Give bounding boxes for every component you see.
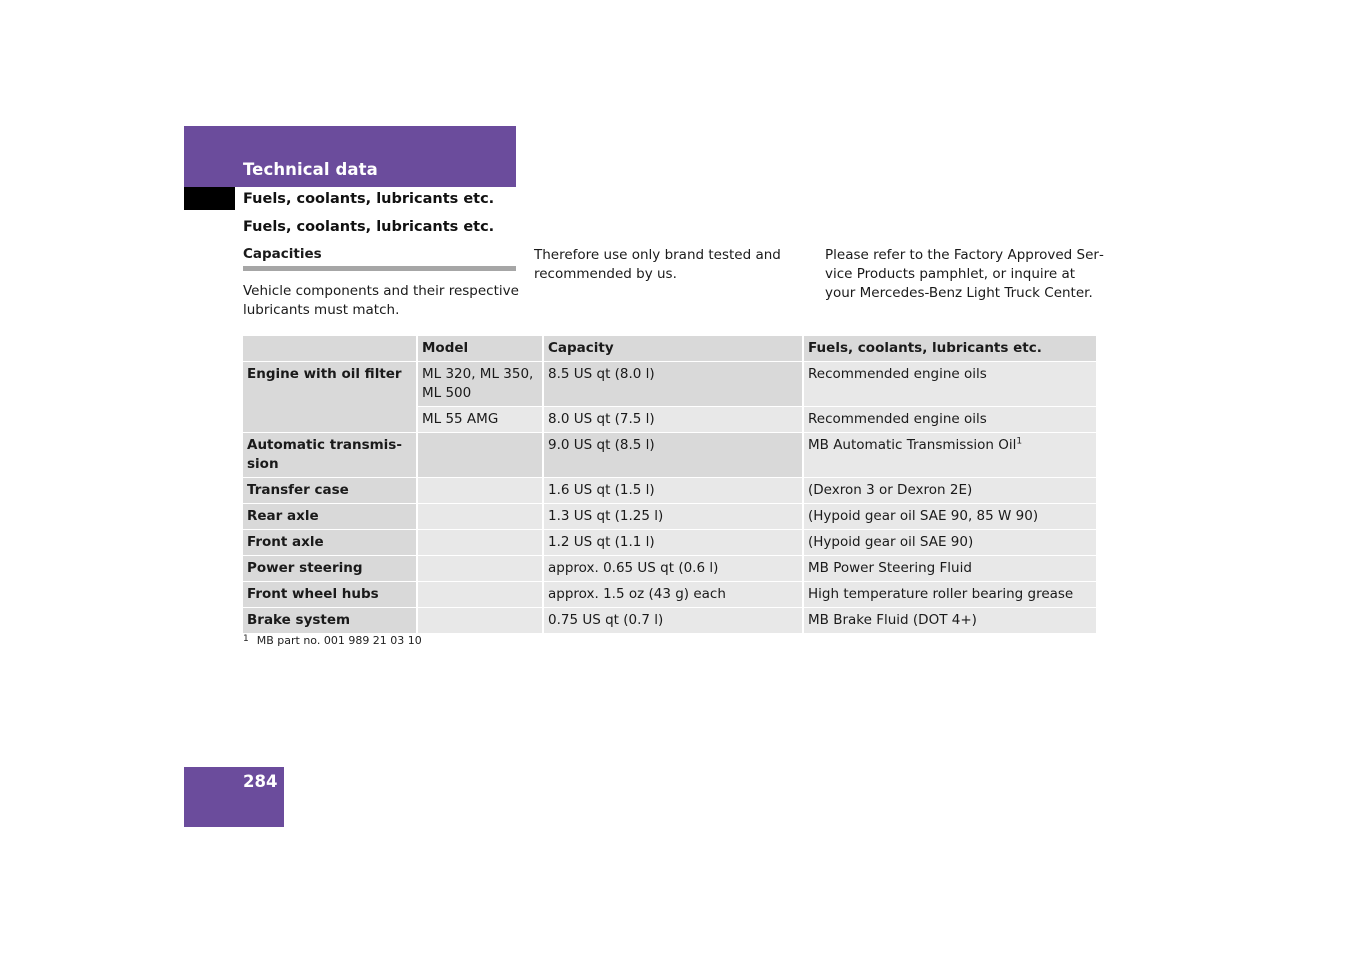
fluid-cell [803, 433, 1096, 478]
column-header-capacity: Capacity [543, 336, 803, 362]
component-cell: Front wheel hubs [243, 582, 417, 608]
fluid-cell: MB Brake Fluid (DOT 4+) [803, 608, 1096, 634]
capacities-heading: Capacities [243, 246, 322, 262]
model-cell: ML 55 AMG [417, 407, 543, 433]
column-header-component [243, 336, 417, 362]
table-row [243, 608, 1096, 634]
model-cell [417, 478, 543, 504]
footnote-text: MB part no. 001 989 21 03 10 [256, 634, 422, 647]
capacity-cell: approx. 0.65 US qt (0.6 l) [543, 556, 803, 582]
component-cell: Automatic transmission [243, 433, 417, 478]
fluid-cell: High temperature roller bearing grease [803, 582, 1096, 608]
fluid-cell: Recommended engine oils [803, 407, 1096, 433]
fluid-cell: (Dexron 3 or Dexron 2E) [803, 478, 1096, 504]
section-title: Fuels, coolants, lubricants etc. [243, 219, 495, 235]
page-header-title: Technical data [243, 160, 378, 179]
model-cell: ML 320, ML 350, ML 500 [417, 362, 543, 407]
fluid-cell: MB Power Steering Fluid [803, 556, 1096, 582]
column-header-model: Model [417, 336, 543, 362]
table-row [243, 478, 1096, 504]
model-cell [417, 608, 543, 634]
capacity-cell: 0.75 US qt (0.7 l) [543, 608, 803, 634]
capacity-cell: 1.6 US qt (1.5 l) [543, 478, 803, 504]
component-cell: Power steering [243, 556, 417, 582]
footnote-mark: 1 [243, 634, 249, 644]
table-row [243, 362, 1096, 407]
component-cell: Engine with oil filter [243, 362, 417, 433]
capacity-cell: 1.2 US qt (1.1 l) [543, 530, 803, 556]
component-cell: Front axle [243, 530, 417, 556]
footnote [243, 634, 422, 647]
fluid-cell: Recommended engine oils [803, 362, 1096, 407]
model-cell [417, 556, 543, 582]
capacity-cell: 8.0 US qt (7.5 l) [543, 407, 803, 433]
capacity-cell: 1.3 US qt (1.25 l) [543, 504, 803, 530]
intro-paragraph-3: Please refer to the Factory Approved Service Products pamphlet, or inquire at your Mercedes-Benz Light Truck Center. [825, 247, 1104, 301]
model-cell [417, 433, 543, 478]
table-row [243, 433, 1096, 478]
model-cell [417, 582, 543, 608]
capacities-table [243, 336, 1096, 634]
column-header-fluid: Fuels, coolants, lubricants etc. [803, 336, 1096, 362]
model-cell [417, 504, 543, 530]
page-number: 284 [243, 772, 278, 791]
component-cell: Transfer case [243, 478, 417, 504]
section-marker [184, 187, 235, 210]
capacity-cell: 9.0 US qt (8.5 l) [543, 433, 803, 478]
table-header-row [243, 336, 1096, 362]
table-row [243, 556, 1096, 582]
table-row [243, 582, 1096, 608]
footnote-reference: 1 [1016, 436, 1023, 447]
intro-paragraph-2: Therefore use only brand tested and recommended by us. [534, 247, 781, 282]
capacity-cell: 8.5 US qt (8.0 l) [543, 362, 803, 407]
fluid-text: MB Automatic Transmission Oil [808, 437, 1017, 453]
table-row [243, 504, 1096, 530]
page-subheader: Fuels, coolants, lubricants etc. [243, 191, 495, 207]
model-cell [417, 530, 543, 556]
fluid-cell: (Hypoid gear oil SAE 90) [803, 530, 1096, 556]
intro-paragraph-1: Vehicle components and their respective lubricants must match. [243, 283, 519, 318]
component-cell: Brake system [243, 608, 417, 634]
component-cell: Rear axle [243, 504, 417, 530]
capacity-cell: approx. 1.5 oz (43 g) each [543, 582, 803, 608]
fluid-cell: (Hypoid gear oil SAE 90, 85 W 90) [803, 504, 1096, 530]
table-row [243, 530, 1096, 556]
heading-rule [243, 266, 516, 271]
